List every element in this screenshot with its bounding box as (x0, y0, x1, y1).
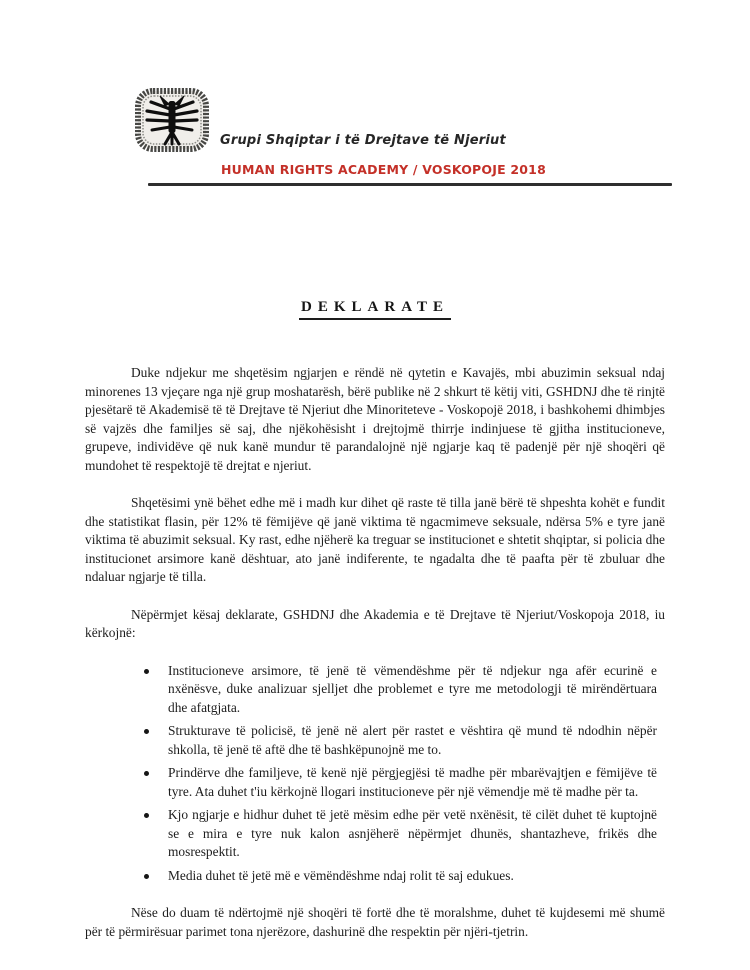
academy-title: HUMAN RIGHTS ACADEMY / VOSKOPOJE 2018 (221, 162, 546, 177)
paragraph-closing: Nëse do duam të ndërtojmë një shoqëri të fortë dhe të moralshme, duhet të kujdesemi më shumë për të përmirësuar parimet tona njerëzore, dashurinë dhe respektin për njëri-tjetrin. (85, 905, 665, 939)
list-item: Kjo ngjarje e hidhur duhet të jetë mësim edhe për vetë nxënësit, të cilët duhet të kuptojnë se e mira e tyre nuk kalon asnjëherë nëpërmjet dhunës, shantazheve, frikës dhe mosrespektit. (168, 806, 657, 862)
list-item: Institucioneve arsimore, të jenë të vëmendëshme për të ndjekur nga afër ecurinë e nxënësve, duke analizuar sjelljet dhe problemet e tyre me metodologji të mirëndërtuara dhe afatgjata. (168, 662, 657, 718)
document-title: DEKLARATE (85, 282, 665, 320)
paragraph-demands-intro: Nëpërmjet kësaj deklarate, GSHDNJ dhe Akademia e të Drejtave të Njeriut/Voskopoja 2018, iu kërkojnë: (85, 606, 665, 640)
list-item: Strukturave të policisë, të jenë në alert për rastet e vështira që mund të ndodhin nëpër shkolla, të jenë të aftë dhe të bashkëpunojnë me to. (168, 722, 657, 759)
paragraph-statistics: Shqetësimi ynë bëhet edhe më i madh kur dihet që raste të tilla janë bërë të shpeshta kohët e fundit dhe statistikat flasin, për 12% të fëmijëve që janë viktima të ngacmimeve seksuale, ndërsa 5% e tyre janë viktima të abuzimit seksual. Ky rast, edhe njëherë ka treguar se institucionet e shtetit shqiptar, si policia dhe institucionet arsimore kanë dështuar, ato janë indiferente, te ngadalta dhe të paafta për të zbuluar dhe ndaluar ngjarje të tilla. (85, 495, 665, 584)
list-item: Media duhet të jetë më e vëmëndëshme ndaj rolit të saj edukues. (168, 867, 657, 886)
paragraph-intro: Duke ndjekur me shqetësim ngjarjen e rëndë në qytetin e Kavajës, mbi abuzimin seksual ndaj minorenes 13 vjeçare nga një grup moshatarësh, bërë publike në 2 shkurt të këtij viti, GSHDNJ dhe të rinjtë pjesëtarë të Akademisë të të Drejtave të Njeriut dhe Minoriteteve - Voskopojë 2018, i bashkohemi dhimbjes së vajzës dhe familjes së saj, dhe njëkohësisht i drejtojmë thirrje indinjuese të gjitha institucioneve, grupeve, individëve që nuk kanë mundur të parandalojnë një ngjarje kaq të padenjë për një shoqëri që mundohet të respektojë të drejtat e njeriut. (85, 365, 665, 473)
demands-list (85, 662, 665, 886)
list-item: Prindërve dhe familjeve, të kenë një përgjegjësi të madhe për mbarëvajtjen e fëmijëve të tyre. Ata duhet t'iu kërkojnë llogari institucioneve për një vëmendje më të madhe për ta. (168, 764, 657, 801)
header-divider (148, 183, 672, 186)
document-body (85, 282, 665, 941)
double-headed-eagle-emblem-icon (134, 87, 210, 153)
organization-name: Grupi Shqiptar i të Drejtave të Njeriut (220, 133, 506, 148)
